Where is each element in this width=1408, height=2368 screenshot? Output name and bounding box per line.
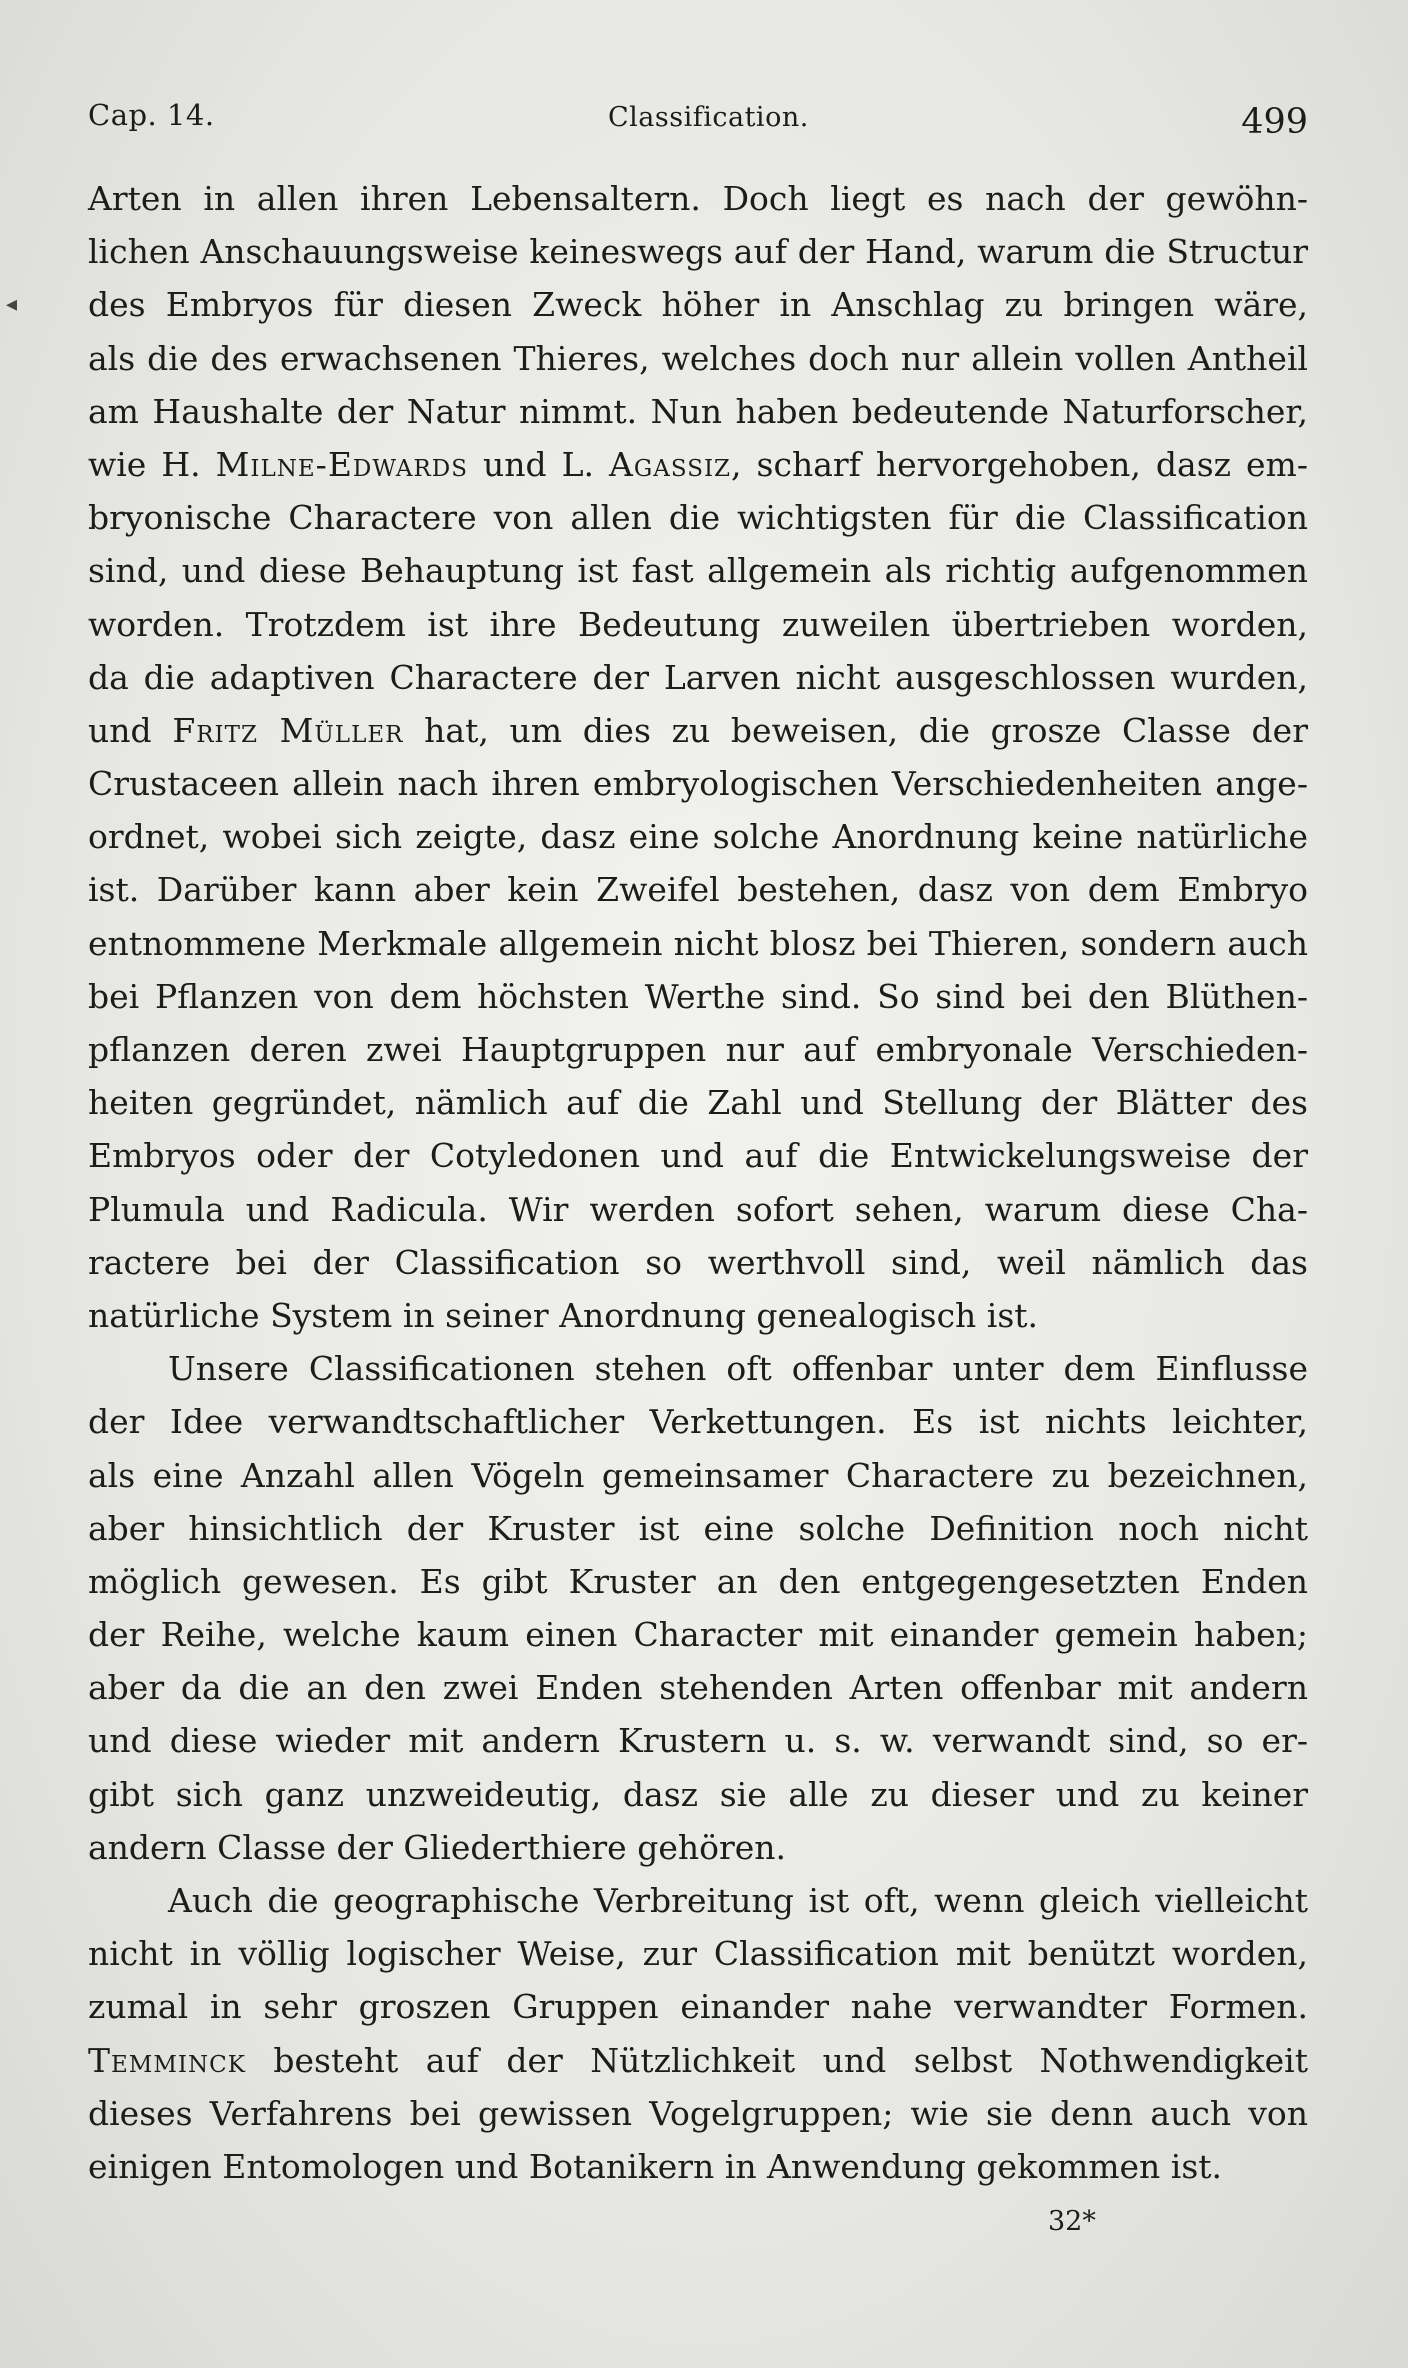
paragraph — [88, 1342, 1308, 1874]
text-line: Temminck besteht auf der Nützlichkeit und selbst Nothwendigkeit — [88, 2040, 1308, 2080]
text-line: als eine Anzahl allen Vögeln gemeinsamer Charactere zu bezeichnen, — [88, 1455, 1308, 1495]
paragraph — [88, 1874, 1308, 2193]
text-line: natürliche System in seiner Anordnung genealogisch ist. — [88, 1295, 1039, 1335]
text-line: bryonische Charactere von allen die wichtigsten für die Classification — [88, 498, 1308, 538]
text-line: Unsere Classificationen stehen oft offenbar unter dem Einflusse — [168, 1349, 1308, 1389]
text-line: möglich gewesen. Es gibt Kruster an den entgegengesetzten Enden — [88, 1561, 1308, 1601]
text-line: sind, und diese Behauptung ist fast allgemein als richtig aufgenommen — [88, 551, 1308, 591]
text-line: zumal in sehr groszen Gruppen einander nahe verwandter Formen. — [88, 1987, 1308, 2027]
chapter-label: Cap. 14. — [88, 98, 215, 132]
text-line: einigen Entomologen und Botanikern in Anwendung gekommen ist. — [88, 2146, 1223, 2186]
text-line: wie H. Milne-Edwards und L. Agassiz, scharf hervorgehoben, dasz em- — [88, 444, 1308, 484]
text-line: bei Pflanzen von dem höchsten Werthe sind. So sind bei den Blüthen- — [88, 976, 1308, 1016]
body-text — [88, 172, 1308, 2193]
text-line: ist. Darüber kann aber kein Zweifel bestehen, dasz von dem Embryo — [88, 870, 1308, 910]
running-title: Classification. — [608, 102, 809, 133]
text-line: Crustaceen allein nach ihren embryologischen Verschiedenheiten ange- — [88, 764, 1308, 804]
text-line: ordnet, wobei sich zeigte, dasz eine solche Anordnung keine natürliche — [88, 817, 1308, 857]
text-line: Auch die geographische Verbreitung ist oft, wenn gleich vielleicht — [168, 1881, 1308, 1920]
text-line: entnommene Merkmale allgemein nicht blosz bei Thieren, sondern auch — [88, 923, 1308, 963]
text-line: ractere bei der Classification so werthvoll sind, weil nämlich das — [88, 1242, 1308, 1282]
signature-mark: 32* — [1048, 2206, 1096, 2237]
text-line: der Idee verwandtschaftlicher Verkettungen. Es ist nichts leichter, — [88, 1402, 1308, 1442]
text-line: worden. Trotzdem ist ihre Bedeutung zuweilen übertrieben worden, — [88, 604, 1308, 644]
text-line: da die adaptiven Charactere der Larven nicht ausgeschlossen wurden, — [88, 657, 1308, 697]
text-line: Plumula und Radicula. Wir werden sofort sehen, warum diese Cha- — [88, 1189, 1308, 1229]
text-line: Arten in allen ihren Lebensaltern. Doch liegt es nach der gewöhn- — [88, 179, 1308, 218]
text-line: andern Classe der Gliederthiere gehören. — [88, 1827, 787, 1867]
text-line: dieses Verfahrens bei gewissen Vogelgruppen; wie sie denn auch von — [88, 2093, 1308, 2133]
text-line: nicht in völlig logischer Weise, zur Classification mit benützt worden, — [88, 1934, 1308, 1974]
text-line: des Embryos für diesen Zweck höher in Anschlag zu bringen wäre, — [88, 285, 1308, 325]
text-line: heiten gegründet, nämlich auf die Zahl und Stellung der Blätter des — [88, 1083, 1308, 1123]
text-line: aber da die an den zwei Enden stehenden Arten offenbar mit andern — [88, 1668, 1308, 1708]
margin-mark: ◂ — [6, 292, 18, 317]
text-line: Embryos oder der Cotyledonen und auf die Entwickelungsweise der — [88, 1136, 1308, 1176]
running-header — [88, 92, 1308, 152]
text-line: aber hinsichtlich der Kruster ist eine solche Definition noch nicht — [88, 1508, 1308, 1548]
text-line: der Reihe, welche kaum einen Character mit einander gemein haben; — [88, 1615, 1308, 1655]
paragraph — [88, 172, 1308, 1342]
text-line: und Fritz Müller hat, um dies zu beweisen, die grosze Classe der — [88, 710, 1308, 750]
text-line: und diese wieder mit andern Krustern u. s. w. verwandt sind, so er- — [88, 1721, 1308, 1761]
text-line: gibt sich ganz unzweideutig, dasz sie alle zu dieser und zu keiner — [88, 1774, 1308, 1814]
text-line: als die des erwachsenen Thieres, welches doch nur allein vollen Antheil — [88, 338, 1308, 378]
text-line: lichen Anschauungsweise keineswegs auf der Hand, warum die Structur — [88, 232, 1308, 272]
page-number: 499 — [1241, 102, 1308, 142]
text-line: am Haushalte der Natur nimmt. Nun haben bedeutende Naturforscher, — [88, 391, 1308, 431]
text-line: pflanzen deren zwei Hauptgruppen nur auf embryonale Verschieden- — [88, 1030, 1308, 1069]
